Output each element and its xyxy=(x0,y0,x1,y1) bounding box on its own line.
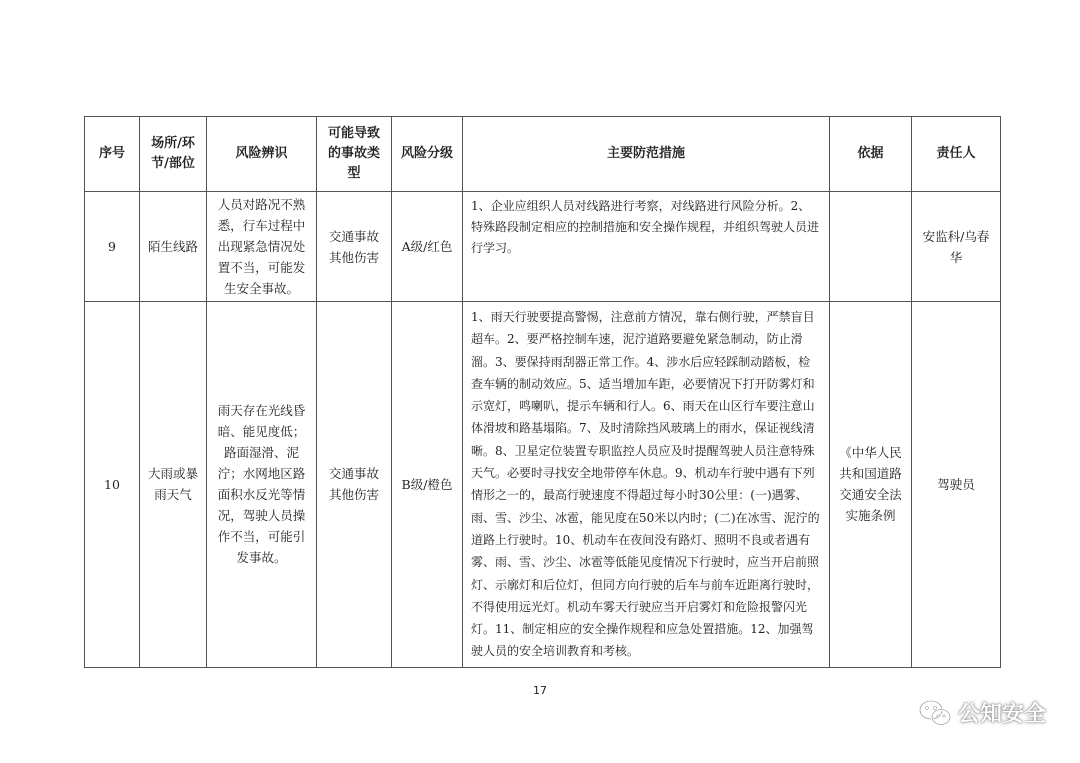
cell-risk: 人员对路况不熟悉，行车过程中出现紧急情况处置不当，可能发生安全事故。 xyxy=(207,192,317,302)
cell-risk-level: A级/红色 xyxy=(392,192,463,302)
wechat-icon xyxy=(918,698,952,728)
cell-accident-type: 交通事故其他伤害 xyxy=(317,302,392,668)
table-row xyxy=(85,192,1001,302)
cell-place: 大雨或暴雨天气 xyxy=(140,302,207,668)
risk-table xyxy=(84,116,1001,668)
header-no: 序号 xyxy=(85,117,140,192)
watermark-text: 公知安全 xyxy=(957,702,1046,727)
cell-basis xyxy=(830,192,912,302)
cell-measures: 1、企业应组织人员对线路进行考察，对线路进行风险分析。2、特殊路段制定相应的控制措施和安全操作规程，并组织驾驶人员进行学习。 xyxy=(463,192,830,302)
page-number: 17 xyxy=(533,684,547,697)
table-header-row xyxy=(85,117,1001,192)
header-place: 场所/环节/部位 xyxy=(140,117,207,192)
watermark xyxy=(918,697,1046,728)
cell-person: 驾驶员 xyxy=(912,302,1001,668)
cell-place: 陌生线路 xyxy=(140,192,207,302)
header-measures: 主要防范措施 xyxy=(463,117,830,192)
header-risk: 风险辨识 xyxy=(207,117,317,192)
cell-risk-level: B级/橙色 xyxy=(392,302,463,668)
header-accident-type: 可能导致的事故类型 xyxy=(317,117,392,192)
header-risk-level: 风险分级 xyxy=(392,117,463,192)
table-row xyxy=(85,302,1001,668)
cell-risk: 雨天存在光线昏暗、能见度低；路面湿滑、泥泞；水网地区路面积水反光等情况，驾驶人员操作不当，可能引发事故。 xyxy=(207,302,317,668)
cell-measures: 1、雨天行驶要提高警惕，注意前方情况，靠右侧行驶，严禁盲目超车。2、要严格控制车速，泥泞道路要避免紧急制动，防止滑溜。3、要保持雨刮器正常工作。4、涉水后应轻踩制动踏板，检查车辆的制动效应。5、适当增加车距，必要情况下打开防雾灯和示宽灯，鸣喇叭，提示车辆和行人。6、雨天在山区行车要注意山体滑坡和路基塌陷。7、及时清除挡风玻璃上的雨水，保证视线清晰。8、卫星定位装置专职监控人员应及时提醒驾驶人员注意特殊天气。必要时寻找安全地带停车休息。9、机动车行驶中遇有下列情形之一的，最高行驶速度不得超过每小时30公里：(一)遇雾、雨、雪、沙尘、冰雹，能见度在50米以内时；(二)在冰雪、泥泞的道路上行驶时。10、机动车在夜间没有路灯、照明不良或者遇有雾、雨、雪、沙尘、冰雹等低能见度情况下行驶时，应当开启前照灯、示廓灯和后位灯，但同方向行驶的后车与前车近距离行驶时，不得使用远光灯。机动车雾天行驶应当开启雾灯和危险报警闪光灯。11、制定相应的安全操作规程和应急处置措施。12、加强驾驶人员的安全培训教育和考核。 xyxy=(463,302,830,668)
cell-no: 10 xyxy=(85,302,140,668)
cell-basis: 《中华人民共和国道路交通安全法实施条例 xyxy=(830,302,912,668)
cell-no: 9 xyxy=(85,192,140,302)
header-person: 责任人 xyxy=(912,117,1001,192)
header-basis: 依据 xyxy=(830,117,912,192)
risk-table-container xyxy=(84,116,1000,668)
cell-person: 安监科/乌春华 xyxy=(912,192,1001,302)
cell-accident-type: 交通事故其他伤害 xyxy=(317,192,392,302)
